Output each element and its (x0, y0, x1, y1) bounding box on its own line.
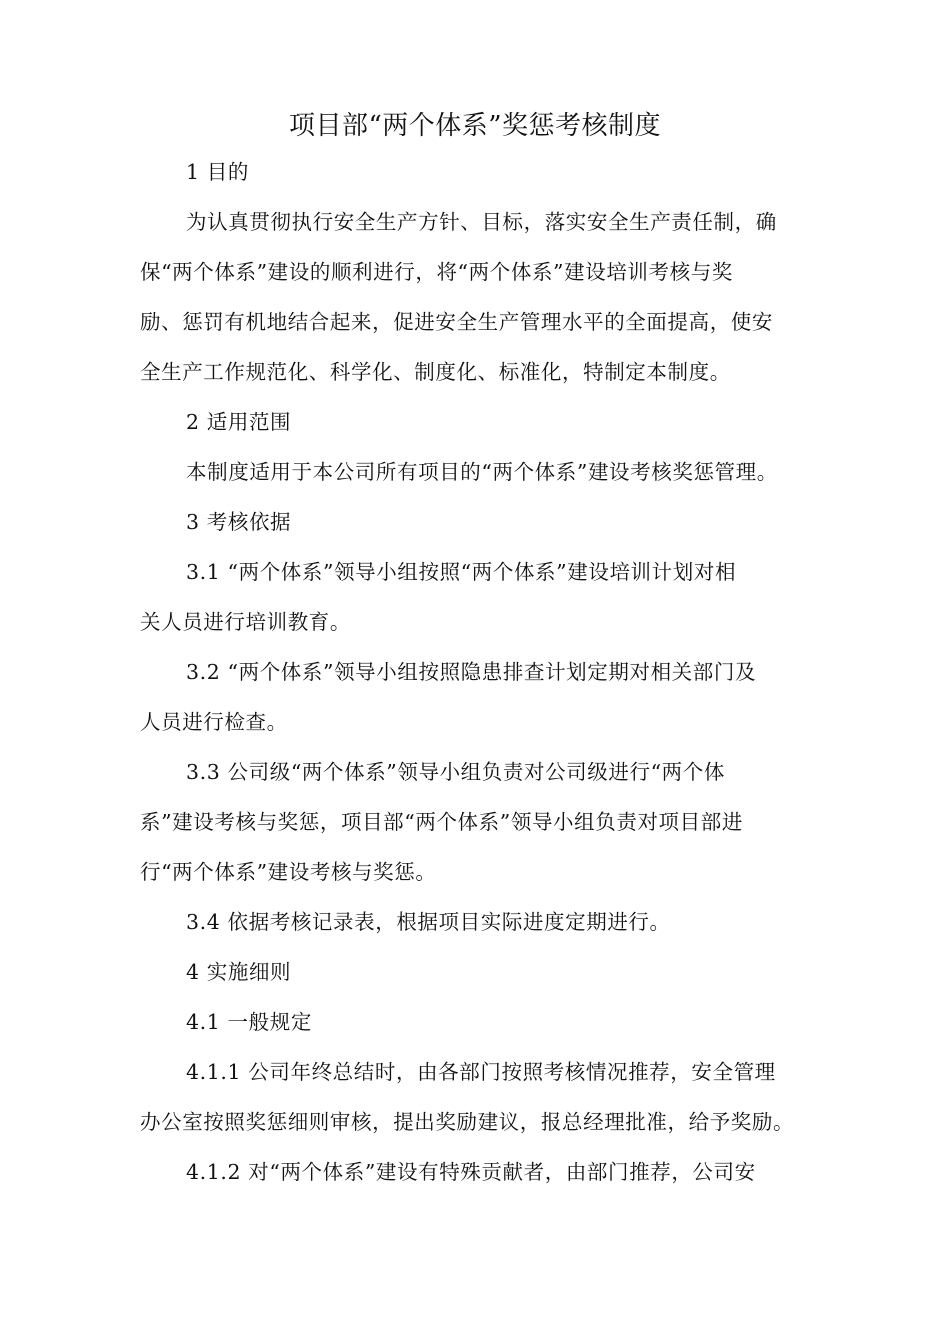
paragraph-line: 全生产工作规范化、科学化、制度化、标准化，特制定本制度。 (140, 360, 731, 384)
paragraph-line: 为认真贯彻执行安全生产方针、目标，落实安全生产责任制，确 (186, 210, 777, 234)
paragraph-line: 3.1 “两个体系”领导小组按照“两个体系”建设培训计划对相 (186, 560, 737, 584)
paragraph-line: 4.1 一般规定 (186, 1010, 312, 1034)
paragraph-line: 保“两个体系”建设的顺利进行，将“两个体系”建设培训考核与奖 (140, 260, 733, 284)
paragraph-line: 2 适用范围 (186, 410, 292, 434)
paragraph-line: 本制度适用于本公司所有项目的“两个体系”建设考核奖惩管理。 (186, 460, 778, 484)
paragraph-line: 办公室按照奖惩细则审核，提出奖励建议，报总经理批准，给予奖励。 (140, 1110, 795, 1134)
paragraph-line: 3.4 依据考核记录表，根据项目实际进度定期进行。 (186, 910, 671, 934)
paragraph-line: 3.2 “两个体系”领导小组按照隐患排查计划定期对相关部门及 (186, 660, 757, 684)
paragraph-line: 3.3 公司级“两个体系”领导小组负责对公司级进行“两个体 (186, 760, 725, 784)
paragraph-line: 1 目的 (186, 160, 249, 184)
paragraph-line: 励、惩罚有机地结合起来，促进安全生产管理水平的全面提高，使安 (140, 310, 773, 334)
paragraph-line: 4 实施细则 (186, 960, 292, 984)
paragraph-line: 3 考核依据 (186, 510, 292, 534)
paragraph-line: 关人员进行培训教育。 (140, 610, 351, 634)
paragraph-line: 系”建设考核与奖惩，项目部“两个体系”领导小组负责对项目部进 (140, 810, 743, 834)
paragraph-line: 人员进行检查。 (140, 710, 288, 734)
document-title: 项目部“两个体系”奖惩考核制度 (288, 111, 662, 141)
paragraph-line: 行“两个体系”建设考核与奖惩。 (140, 860, 437, 884)
paragraph-line: 4.1.1 公司年终总结时，由各部门按照考核情况推荐，安全管理 (186, 1060, 776, 1084)
paragraph-line: 4.1.2 对“两个体系”建设有特殊贡献者，由部门推荐，公司安 (186, 1160, 756, 1184)
